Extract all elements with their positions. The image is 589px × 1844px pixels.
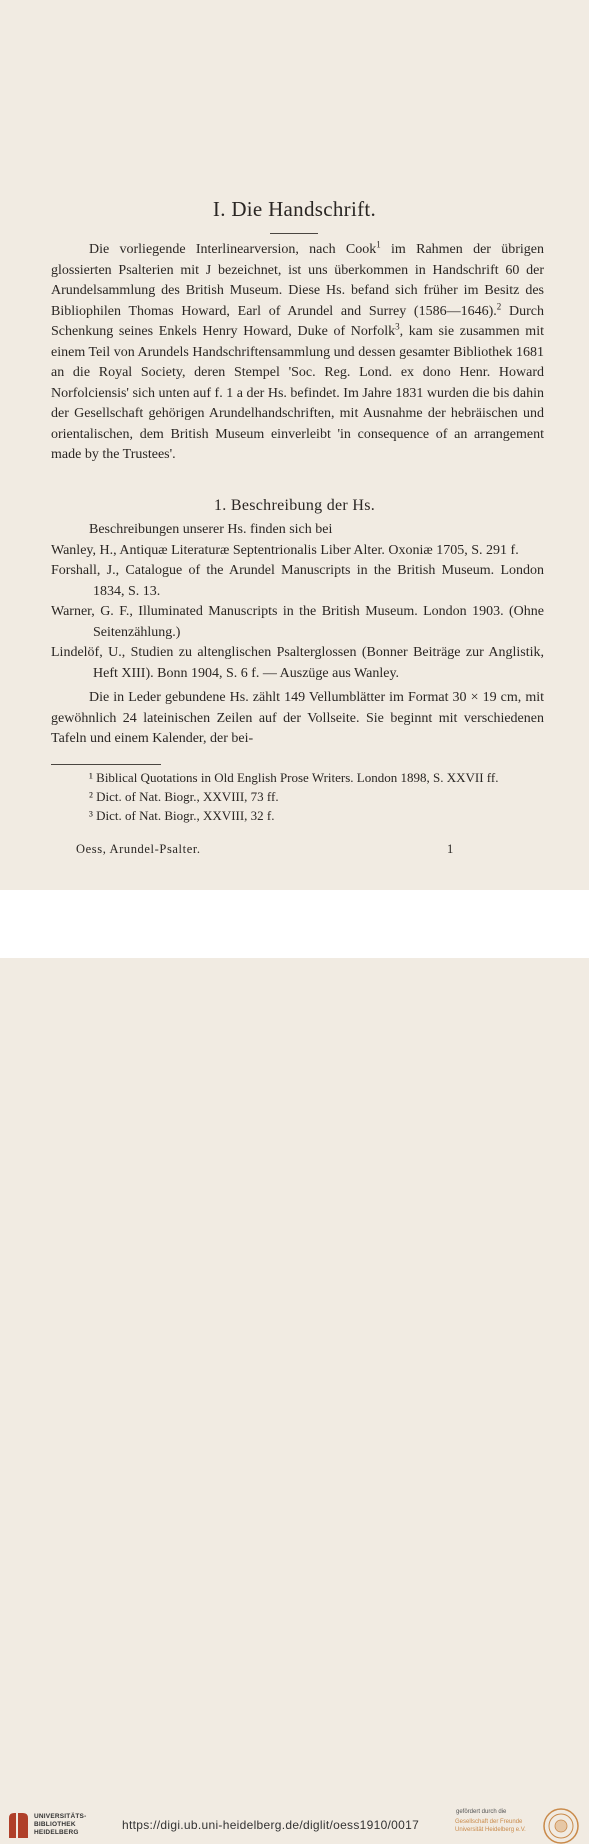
society-name[interactable] [455,1818,526,1834]
footnote-rule [51,764,161,765]
title-rule [270,233,318,234]
intro-text-4: , kam sie zusammen mit einem Teil von Arundels Handschriftensammlung und dessen gesamter Bibliothek 1681 an die Royal Society, deren Stempel 'Soc. Reg. Lond. ex dono Henr. Howard Norfolciensis' sich unten auf f. 1 a der Hs. befindet. Im Jahre 1831 wurden die bis dahin der Gesellschaft gehörigen Arundelhandschriften, mit Ausnahme der hebräischen und orientalischen, dem British Museum einverleibt 'in consequence of an arrangement made by the Trustees'. [51,324,544,462]
page-title: I. Die Handschrift. [212,197,377,221]
running-footer: Oess, Arundel-Psalter. [76,842,201,856]
library-logo-icon[interactable] [6,1810,32,1840]
library-line: BIBLIOTHEK [34,1821,76,1828]
university-seal-icon[interactable] [543,1808,579,1844]
footnote-ref-3[interactable]: 3 [395,321,400,332]
intro-text-1: Die vorliegende Interlinearversion, nach Cook [89,242,377,257]
footnote-1: ¹ Biblical Quotations in Old English Prose Writers. London 1898, S. XXVII ff. [89,770,499,785]
society-line: Universität Heidelberg e.V. [455,1827,526,1833]
footnote-ref-1[interactable]: 1 [376,239,381,250]
closing-paragraph: Die in Leder gebundene Hs. zählt 149 Vellumblätter im Format 30 × 19 cm, mit gewöhnlich 24 lateinischen Zeilen auf der Vollseite. Sie beginnt mit verschiedenen Tafeln und einem Kalender, der bei- [51,690,544,746]
reference-item: Forshall, J., Catalogue of the Arundel Manuscripts in the British Museum. London 1834, S. 13. [51,563,544,599]
intro-paragraph [51,240,544,466]
references-block [51,520,544,750]
reference-item: Lindelöf, U., Studien zu altenglischen Psalterglossen (Bonner Beiträge zur Anglistik, Heft XIII). Bonn 1904, S. 6 f. — Auszüge aus Wanley. [51,645,544,681]
intro-text-3: Durch Schenkung seines Enkels Henry Howard, Duke of Norfolk [51,303,544,339]
scanned-page [0,0,589,890]
intro-text-2: im Rahmen der übrigen glossierten Psalterien mit J bezeichnet, ist uns überkommen in Handschrift 60 der Arundelsammlung des British Museum. Diese Hs. befand sich früher im Besitz des Bibliophilen Thomas Howard, Earl of Arundel and Surrey (1586—1646). [51,242,544,319]
library-line: UNIVERSITÄTS- [34,1813,87,1820]
reference-item: Warner, G. F., Illuminated Manuscripts in the British Museum. London 1903. (Ohne Seitenzählung.) [51,604,544,640]
footnotes [51,768,544,825]
section-title: 1. Beschreibung der Hs. [213,497,376,514]
society-line: Gesellschaft der Freunde [455,1819,523,1825]
viewer-bar [0,890,589,1836]
funded-by-label: gefördert durch die [456,1809,507,1815]
library-name [34,1813,86,1837]
section-intro: Beschreibungen unserer Hs. finden sich bei [89,522,333,537]
footnote-3: ³ Dict. of Nat. Biogr., XXVIII, 32 f. [89,808,275,823]
reference-item: Wanley, H., Antiquæ Literaturæ Septentrionalis Liber Alter. Oxoniæ 1705, S. 291 f. [51,542,519,558]
library-line: HEIDELBERG [34,1829,79,1836]
footnote-2: ² Dict. of Nat. Biogr., XXVIII, 73 ff. [89,789,279,804]
permalink-url[interactable]: https://digi.ub.uni-heidelberg.de/diglit/oess1910/0017 [122,1818,420,1832]
footnote-ref-2[interactable]: 2 [496,300,502,311]
page-number: 1 [447,842,454,856]
